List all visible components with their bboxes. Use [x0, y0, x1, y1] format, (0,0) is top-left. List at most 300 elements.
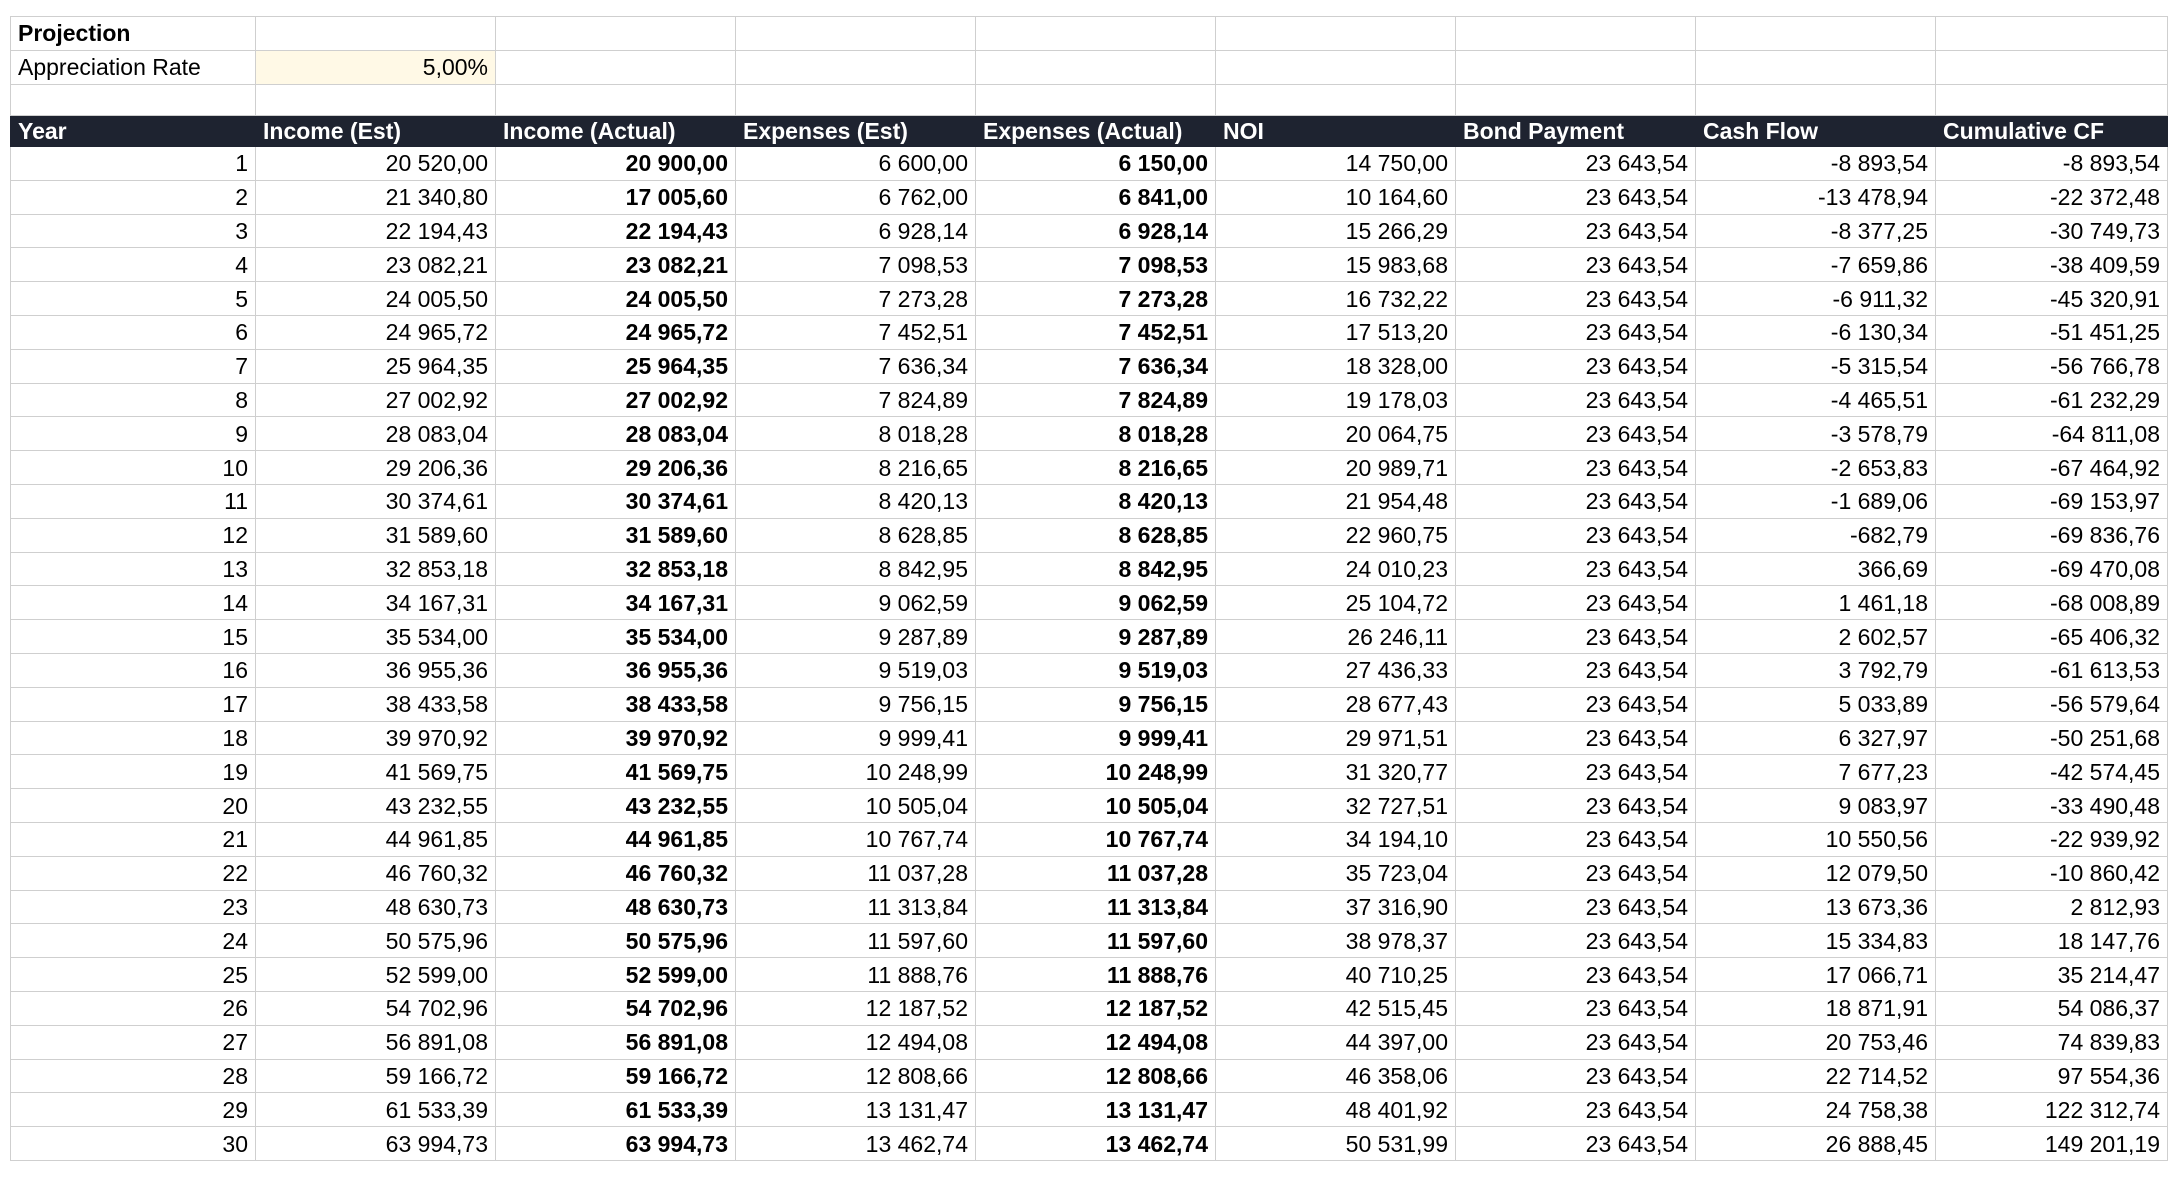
cell-bond-payment[interactable]: 23 643,54: [1456, 451, 1696, 485]
cell[interactable]: [1456, 17, 1696, 51]
cell-expenses-est[interactable]: 11 888,76: [736, 958, 976, 992]
cell-noi[interactable]: 31 320,77: [1216, 755, 1456, 789]
cell-cumulative-cf[interactable]: -22 372,48: [1936, 180, 2168, 214]
cell-bond-payment[interactable]: 23 643,54: [1456, 1093, 1696, 1127]
cell-expenses-est[interactable]: 11 313,84: [736, 890, 976, 924]
cell-year[interactable]: 7: [11, 349, 256, 383]
cell-income-est[interactable]: 41 569,75: [256, 755, 496, 789]
cell-cash-flow[interactable]: 17 066,71: [1696, 958, 1936, 992]
cell-income-est[interactable]: 56 891,08: [256, 1025, 496, 1059]
cell-income-est[interactable]: 20 520,00: [256, 147, 496, 181]
cell[interactable]: [1936, 17, 2168, 51]
cell-cumulative-cf[interactable]: -33 490,48: [1936, 789, 2168, 823]
cell-income-est[interactable]: 21 340,80: [256, 180, 496, 214]
cell-expenses-actual[interactable]: 6 150,00: [976, 147, 1216, 181]
cell-expenses-est[interactable]: 9 287,89: [736, 620, 976, 654]
cell-expenses-actual[interactable]: 7 273,28: [976, 282, 1216, 316]
cell-cash-flow[interactable]: 3 792,79: [1696, 653, 1936, 687]
cell-expenses-actual[interactable]: 8 420,13: [976, 484, 1216, 518]
cell-expenses-est[interactable]: 7 452,51: [736, 315, 976, 349]
cell-expenses-est[interactable]: 12 808,66: [736, 1059, 976, 1093]
cell-expenses-est[interactable]: 8 018,28: [736, 417, 976, 451]
cell[interactable]: [496, 85, 736, 116]
cell-year[interactable]: 19: [11, 755, 256, 789]
cell-bond-payment[interactable]: 23 643,54: [1456, 1127, 1696, 1161]
cell-expenses-actual[interactable]: 11 597,60: [976, 924, 1216, 958]
cell-bond-payment[interactable]: 23 643,54: [1456, 315, 1696, 349]
cell-expenses-est[interactable]: 10 505,04: [736, 789, 976, 823]
cell-noi[interactable]: 21 954,48: [1216, 484, 1456, 518]
appreciation-rate-value[interactable]: 5,00%: [256, 51, 496, 85]
cell-expenses-est[interactable]: 7 636,34: [736, 349, 976, 383]
cell-cumulative-cf[interactable]: 149 201,19: [1936, 1127, 2168, 1161]
cell-bond-payment[interactable]: 23 643,54: [1456, 1025, 1696, 1059]
cell-expenses-actual[interactable]: 10 248,99: [976, 755, 1216, 789]
cell-bond-payment[interactable]: 23 643,54: [1456, 417, 1696, 451]
cell-cumulative-cf[interactable]: -38 409,59: [1936, 248, 2168, 282]
cell-noi[interactable]: 15 983,68: [1216, 248, 1456, 282]
cell-income-actual[interactable]: 22 194,43: [496, 214, 736, 248]
cell-income-est[interactable]: 39 970,92: [256, 721, 496, 755]
cell-cumulative-cf[interactable]: -10 860,42: [1936, 856, 2168, 890]
cell-year[interactable]: 23: [11, 890, 256, 924]
cell[interactable]: [1456, 85, 1696, 116]
cell-expenses-actual[interactable]: 8 216,65: [976, 451, 1216, 485]
cell-income-actual[interactable]: 61 533,39: [496, 1093, 736, 1127]
cell-income-actual[interactable]: 52 599,00: [496, 958, 736, 992]
cell-expenses-est[interactable]: 10 767,74: [736, 822, 976, 856]
cell-year[interactable]: 8: [11, 383, 256, 417]
cell-income-actual[interactable]: 63 994,73: [496, 1127, 736, 1161]
cell-year[interactable]: 30: [11, 1127, 256, 1161]
header-year[interactable]: Year: [11, 116, 256, 147]
cell-expenses-est[interactable]: 8 420,13: [736, 484, 976, 518]
cell-year[interactable]: 29: [11, 1093, 256, 1127]
cell-income-est[interactable]: 35 534,00: [256, 620, 496, 654]
cell[interactable]: [736, 51, 976, 85]
cell-expenses-actual[interactable]: 10 767,74: [976, 822, 1216, 856]
cell-bond-payment[interactable]: 23 643,54: [1456, 586, 1696, 620]
cell-income-est[interactable]: 22 194,43: [256, 214, 496, 248]
cell-cash-flow[interactable]: 7 677,23: [1696, 755, 1936, 789]
cell-expenses-est[interactable]: 12 494,08: [736, 1025, 976, 1059]
cell-expenses-actual[interactable]: 8 628,85: [976, 518, 1216, 552]
cell-year[interactable]: 4: [11, 248, 256, 282]
cell-income-actual[interactable]: 27 002,92: [496, 383, 736, 417]
cell-cumulative-cf[interactable]: -56 579,64: [1936, 687, 2168, 721]
cell-expenses-est[interactable]: 11 037,28: [736, 856, 976, 890]
cell[interactable]: [976, 51, 1216, 85]
cell-noi[interactable]: 16 732,22: [1216, 282, 1456, 316]
cell-cumulative-cf[interactable]: 2 812,93: [1936, 890, 2168, 924]
cell-cumulative-cf[interactable]: 54 086,37: [1936, 991, 2168, 1025]
cell-expenses-est[interactable]: 9 756,15: [736, 687, 976, 721]
cell-expenses-est[interactable]: 9 062,59: [736, 586, 976, 620]
cell-bond-payment[interactable]: 23 643,54: [1456, 721, 1696, 755]
cell-income-actual[interactable]: 48 630,73: [496, 890, 736, 924]
cell-cumulative-cf[interactable]: -69 153,97: [1936, 484, 2168, 518]
cell[interactable]: [256, 17, 496, 51]
cell-cumulative-cf[interactable]: -22 939,92: [1936, 822, 2168, 856]
cell-income-est[interactable]: 38 433,58: [256, 687, 496, 721]
cell-noi[interactable]: 35 723,04: [1216, 856, 1456, 890]
cell-expenses-actual[interactable]: 6 928,14: [976, 214, 1216, 248]
cell-income-est[interactable]: 30 374,61: [256, 484, 496, 518]
cell-noi[interactable]: 14 750,00: [1216, 147, 1456, 181]
cell-income-actual[interactable]: 59 166,72: [496, 1059, 736, 1093]
header-bond-payment[interactable]: Bond Payment: [1456, 116, 1696, 147]
cell-cash-flow[interactable]: -6 911,32: [1696, 282, 1936, 316]
cell-income-est[interactable]: 31 589,60: [256, 518, 496, 552]
cell-income-actual[interactable]: 24 005,50: [496, 282, 736, 316]
cell-year[interactable]: 26: [11, 991, 256, 1025]
cell-cash-flow[interactable]: 1 461,18: [1696, 586, 1936, 620]
cell-income-actual[interactable]: 32 853,18: [496, 552, 736, 586]
cell-cumulative-cf[interactable]: -69 470,08: [1936, 552, 2168, 586]
header-expenses-est[interactable]: Expenses (Est): [736, 116, 976, 147]
cell-cash-flow[interactable]: -5 315,54: [1696, 349, 1936, 383]
cell-noi[interactable]: 29 971,51: [1216, 721, 1456, 755]
cell-expenses-est[interactable]: 7 824,89: [736, 383, 976, 417]
header-cash-flow[interactable]: Cash Flow: [1696, 116, 1936, 147]
cell-income-est[interactable]: 43 232,55: [256, 789, 496, 823]
cell-cumulative-cf[interactable]: -61 613,53: [1936, 653, 2168, 687]
cell-income-est[interactable]: 36 955,36: [256, 653, 496, 687]
cell-year[interactable]: 12: [11, 518, 256, 552]
cell-noi[interactable]: 10 164,60: [1216, 180, 1456, 214]
cell-noi[interactable]: 38 978,37: [1216, 924, 1456, 958]
cell[interactable]: [496, 17, 736, 51]
cell-cumulative-cf[interactable]: -30 749,73: [1936, 214, 2168, 248]
cell-income-est[interactable]: 52 599,00: [256, 958, 496, 992]
cell-income-est[interactable]: 44 961,85: [256, 822, 496, 856]
cell-cash-flow[interactable]: 20 753,46: [1696, 1025, 1936, 1059]
cell-income-actual[interactable]: 35 534,00: [496, 620, 736, 654]
cell-expenses-actual[interactable]: 7 824,89: [976, 383, 1216, 417]
cell-noi[interactable]: 15 266,29: [1216, 214, 1456, 248]
cell-expenses-actual[interactable]: 6 841,00: [976, 180, 1216, 214]
cell-bond-payment[interactable]: 23 643,54: [1456, 620, 1696, 654]
cell[interactable]: [1696, 85, 1936, 116]
cell-bond-payment[interactable]: 23 643,54: [1456, 890, 1696, 924]
cell-income-actual[interactable]: 24 965,72: [496, 315, 736, 349]
cell-noi[interactable]: 22 960,75: [1216, 518, 1456, 552]
cell-year[interactable]: 15: [11, 620, 256, 654]
cell-cumulative-cf[interactable]: -65 406,32: [1936, 620, 2168, 654]
cell-income-est[interactable]: 28 083,04: [256, 417, 496, 451]
cell[interactable]: [1936, 85, 2168, 116]
cell-bond-payment[interactable]: 23 643,54: [1456, 147, 1696, 181]
cell-expenses-actual[interactable]: 8 018,28: [976, 417, 1216, 451]
cell-cash-flow[interactable]: 12 079,50: [1696, 856, 1936, 890]
cell-noi[interactable]: 26 246,11: [1216, 620, 1456, 654]
cell-cumulative-cf[interactable]: -45 320,91: [1936, 282, 2168, 316]
cell-year[interactable]: 18: [11, 721, 256, 755]
cell-expenses-actual[interactable]: 9 756,15: [976, 687, 1216, 721]
cell-bond-payment[interactable]: 23 643,54: [1456, 484, 1696, 518]
cell[interactable]: [1936, 51, 2168, 85]
cell-income-actual[interactable]: 30 374,61: [496, 484, 736, 518]
cell-cash-flow[interactable]: 366,69: [1696, 552, 1936, 586]
cell-noi[interactable]: 34 194,10: [1216, 822, 1456, 856]
cell-year[interactable]: 11: [11, 484, 256, 518]
cell-bond-payment[interactable]: 23 643,54: [1456, 518, 1696, 552]
cell-noi[interactable]: 44 397,00: [1216, 1025, 1456, 1059]
cell-cumulative-cf[interactable]: -64 811,08: [1936, 417, 2168, 451]
cell-cash-flow[interactable]: -3 578,79: [1696, 417, 1936, 451]
cell-expenses-actual[interactable]: 8 842,95: [976, 552, 1216, 586]
cell-income-est[interactable]: 48 630,73: [256, 890, 496, 924]
cell-expenses-actual[interactable]: 11 037,28: [976, 856, 1216, 890]
cell-cash-flow[interactable]: -8 377,25: [1696, 214, 1936, 248]
cell-year[interactable]: 28: [11, 1059, 256, 1093]
cell-noi[interactable]: 40 710,25: [1216, 958, 1456, 992]
cell-year[interactable]: 24: [11, 924, 256, 958]
cell-cash-flow[interactable]: 2 602,57: [1696, 620, 1936, 654]
sheet-title[interactable]: Projection: [11, 17, 256, 51]
cell-year[interactable]: 17: [11, 687, 256, 721]
cell-cash-flow[interactable]: -13 478,94: [1696, 180, 1936, 214]
cell-noi[interactable]: 46 358,06: [1216, 1059, 1456, 1093]
cell-bond-payment[interactable]: 23 643,54: [1456, 789, 1696, 823]
header-income-actual[interactable]: Income (Actual): [496, 116, 736, 147]
cell[interactable]: [11, 85, 256, 116]
cell-year[interactable]: 1: [11, 147, 256, 181]
cell[interactable]: [1456, 51, 1696, 85]
cell-bond-payment[interactable]: 23 643,54: [1456, 552, 1696, 586]
cell-cash-flow[interactable]: 6 327,97: [1696, 721, 1936, 755]
cell[interactable]: [1216, 17, 1456, 51]
cell-noi[interactable]: 25 104,72: [1216, 586, 1456, 620]
cell[interactable]: [736, 17, 976, 51]
cell[interactable]: [496, 51, 736, 85]
cell-year[interactable]: 25: [11, 958, 256, 992]
cell[interactable]: [1696, 17, 1936, 51]
cell-income-est[interactable]: 27 002,92: [256, 383, 496, 417]
cell-noi[interactable]: 50 531,99: [1216, 1127, 1456, 1161]
cell-year[interactable]: 22: [11, 856, 256, 890]
cell-noi[interactable]: 18 328,00: [1216, 349, 1456, 383]
cell[interactable]: [256, 85, 496, 116]
cell-expenses-est[interactable]: 9 519,03: [736, 653, 976, 687]
cell-cumulative-cf[interactable]: -68 008,89: [1936, 586, 2168, 620]
cell-income-est[interactable]: 63 994,73: [256, 1127, 496, 1161]
cell[interactable]: [1216, 51, 1456, 85]
cell-expenses-actual[interactable]: 13 131,47: [976, 1093, 1216, 1127]
cell-bond-payment[interactable]: 23 643,54: [1456, 991, 1696, 1025]
cell-bond-payment[interactable]: 23 643,54: [1456, 180, 1696, 214]
cell-cash-flow[interactable]: 18 871,91: [1696, 991, 1936, 1025]
cell-bond-payment[interactable]: 23 643,54: [1456, 282, 1696, 316]
cell-noi[interactable]: 42 515,45: [1216, 991, 1456, 1025]
header-expenses-actual[interactable]: Expenses (Actual): [976, 116, 1216, 147]
cell-bond-payment[interactable]: 23 643,54: [1456, 822, 1696, 856]
cell-year[interactable]: 3: [11, 214, 256, 248]
cell-income-actual[interactable]: 17 005,60: [496, 180, 736, 214]
cell-expenses-actual[interactable]: 7 098,53: [976, 248, 1216, 282]
cell-income-est[interactable]: 32 853,18: [256, 552, 496, 586]
cell-year[interactable]: 2: [11, 180, 256, 214]
cell-income-actual[interactable]: 43 232,55: [496, 789, 736, 823]
cell-income-est[interactable]: 46 760,32: [256, 856, 496, 890]
cell-income-actual[interactable]: 31 589,60: [496, 518, 736, 552]
header-noi[interactable]: NOI: [1216, 116, 1456, 147]
cell-income-est[interactable]: 29 206,36: [256, 451, 496, 485]
cell-expenses-est[interactable]: 10 248,99: [736, 755, 976, 789]
cell-income-actual[interactable]: 41 569,75: [496, 755, 736, 789]
cell-cash-flow[interactable]: 9 083,97: [1696, 789, 1936, 823]
cell-income-est[interactable]: 54 702,96: [256, 991, 496, 1025]
cell-noi[interactable]: 48 401,92: [1216, 1093, 1456, 1127]
cell-income-actual[interactable]: 46 760,32: [496, 856, 736, 890]
cell-cash-flow[interactable]: 24 758,38: [1696, 1093, 1936, 1127]
cell-cash-flow[interactable]: -6 130,34: [1696, 315, 1936, 349]
cell[interactable]: [736, 85, 976, 116]
cell-cumulative-cf[interactable]: 18 147,76: [1936, 924, 2168, 958]
cell-bond-payment[interactable]: 23 643,54: [1456, 248, 1696, 282]
cell-cash-flow[interactable]: 10 550,56: [1696, 822, 1936, 856]
cell-bond-payment[interactable]: 23 643,54: [1456, 856, 1696, 890]
cell-expenses-actual[interactable]: 10 505,04: [976, 789, 1216, 823]
cell-cash-flow[interactable]: 13 673,36: [1696, 890, 1936, 924]
cell-year[interactable]: 13: [11, 552, 256, 586]
cell-income-est[interactable]: 59 166,72: [256, 1059, 496, 1093]
cell-income-est[interactable]: 24 005,50: [256, 282, 496, 316]
cell-income-actual[interactable]: 25 964,35: [496, 349, 736, 383]
cell-year[interactable]: 27: [11, 1025, 256, 1059]
cell-bond-payment[interactable]: 23 643,54: [1456, 687, 1696, 721]
header-cumulative-cf[interactable]: Cumulative CF: [1936, 116, 2168, 147]
cell-expenses-actual[interactable]: 9 287,89: [976, 620, 1216, 654]
cell-expenses-est[interactable]: 6 928,14: [736, 214, 976, 248]
cell-cumulative-cf[interactable]: -51 451,25: [1936, 315, 2168, 349]
cell-cumulative-cf[interactable]: -56 766,78: [1936, 349, 2168, 383]
cell-cash-flow[interactable]: -682,79: [1696, 518, 1936, 552]
cell-cumulative-cf[interactable]: 97 554,36: [1936, 1059, 2168, 1093]
cell-noi[interactable]: 20 989,71: [1216, 451, 1456, 485]
cell-cumulative-cf[interactable]: -61 232,29: [1936, 383, 2168, 417]
cell-year[interactable]: 5: [11, 282, 256, 316]
cell-cash-flow[interactable]: -7 659,86: [1696, 248, 1936, 282]
cell-income-est[interactable]: 24 965,72: [256, 315, 496, 349]
cell-income-actual[interactable]: 36 955,36: [496, 653, 736, 687]
cell-noi[interactable]: 32 727,51: [1216, 789, 1456, 823]
cell-expenses-est[interactable]: 8 216,65: [736, 451, 976, 485]
cell-expenses-actual[interactable]: 12 187,52: [976, 991, 1216, 1025]
cell-cash-flow[interactable]: -2 653,83: [1696, 451, 1936, 485]
cell-year[interactable]: 16: [11, 653, 256, 687]
cell-expenses-est[interactable]: 13 131,47: [736, 1093, 976, 1127]
cell-expenses-est[interactable]: 6 600,00: [736, 147, 976, 181]
cell-income-actual[interactable]: 56 891,08: [496, 1025, 736, 1059]
cell[interactable]: [1216, 85, 1456, 116]
cell-noi[interactable]: 19 178,03: [1216, 383, 1456, 417]
cell-expenses-est[interactable]: 11 597,60: [736, 924, 976, 958]
cell-year[interactable]: 21: [11, 822, 256, 856]
header-income-est[interactable]: Income (Est): [256, 116, 496, 147]
cell-noi[interactable]: 37 316,90: [1216, 890, 1456, 924]
cell-year[interactable]: 20: [11, 789, 256, 823]
cell-cash-flow[interactable]: 26 888,45: [1696, 1127, 1936, 1161]
cell-income-actual[interactable]: 29 206,36: [496, 451, 736, 485]
cell-expenses-est[interactable]: 8 842,95: [736, 552, 976, 586]
cell-income-est[interactable]: 50 575,96: [256, 924, 496, 958]
cell-income-actual[interactable]: 28 083,04: [496, 417, 736, 451]
cell-cumulative-cf[interactable]: -67 464,92: [1936, 451, 2168, 485]
cell-year[interactable]: 10: [11, 451, 256, 485]
cell-income-est[interactable]: 34 167,31: [256, 586, 496, 620]
cell-expenses-actual[interactable]: 12 494,08: [976, 1025, 1216, 1059]
cell-cumulative-cf[interactable]: -50 251,68: [1936, 721, 2168, 755]
cell-income-actual[interactable]: 54 702,96: [496, 991, 736, 1025]
cell[interactable]: [976, 85, 1216, 116]
cell-expenses-est[interactable]: 8 628,85: [736, 518, 976, 552]
cell-income-actual[interactable]: 38 433,58: [496, 687, 736, 721]
cell-bond-payment[interactable]: 23 643,54: [1456, 958, 1696, 992]
cell-noi[interactable]: 17 513,20: [1216, 315, 1456, 349]
cell-year[interactable]: 9: [11, 417, 256, 451]
cell-expenses-actual[interactable]: 13 462,74: [976, 1127, 1216, 1161]
cell-expenses-est[interactable]: 13 462,74: [736, 1127, 976, 1161]
cell-bond-payment[interactable]: 23 643,54: [1456, 924, 1696, 958]
cell-income-actual[interactable]: 50 575,96: [496, 924, 736, 958]
cell-bond-payment[interactable]: 23 643,54: [1456, 1059, 1696, 1093]
cell-expenses-actual[interactable]: 9 999,41: [976, 721, 1216, 755]
cell-expenses-est[interactable]: 7 273,28: [736, 282, 976, 316]
cell-cash-flow[interactable]: 22 714,52: [1696, 1059, 1936, 1093]
cell-expenses-actual[interactable]: 11 888,76: [976, 958, 1216, 992]
cell-noi[interactable]: 27 436,33: [1216, 653, 1456, 687]
cell-income-actual[interactable]: 39 970,92: [496, 721, 736, 755]
cell-noi[interactable]: 20 064,75: [1216, 417, 1456, 451]
cell-year[interactable]: 6: [11, 315, 256, 349]
cell-noi[interactable]: 28 677,43: [1216, 687, 1456, 721]
cell-cash-flow[interactable]: 15 334,83: [1696, 924, 1936, 958]
cell-cash-flow[interactable]: -1 689,06: [1696, 484, 1936, 518]
cell-bond-payment[interactable]: 23 643,54: [1456, 755, 1696, 789]
cell-cumulative-cf[interactable]: 35 214,47: [1936, 958, 2168, 992]
cell-income-actual[interactable]: 44 961,85: [496, 822, 736, 856]
cell-expenses-est[interactable]: 12 187,52: [736, 991, 976, 1025]
cell-cumulative-cf[interactable]: -69 836,76: [1936, 518, 2168, 552]
cell-noi[interactable]: 24 010,23: [1216, 552, 1456, 586]
cell-expenses-est[interactable]: 6 762,00: [736, 180, 976, 214]
cell-cumulative-cf[interactable]: 74 839,83: [1936, 1025, 2168, 1059]
cell-income-est[interactable]: 23 082,21: [256, 248, 496, 282]
cell-expenses-actual[interactable]: 7 636,34: [976, 349, 1216, 383]
cell-income-est[interactable]: 61 533,39: [256, 1093, 496, 1127]
cell-cumulative-cf[interactable]: -8 893,54: [1936, 147, 2168, 181]
cell-expenses-actual[interactable]: 9 519,03: [976, 653, 1216, 687]
cell[interactable]: [1696, 51, 1936, 85]
cell-expenses-actual[interactable]: 7 452,51: [976, 315, 1216, 349]
cell-bond-payment[interactable]: 23 643,54: [1456, 214, 1696, 248]
cell-income-est[interactable]: 25 964,35: [256, 349, 496, 383]
cell-cash-flow[interactable]: -8 893,54: [1696, 147, 1936, 181]
cell-bond-payment[interactable]: 23 643,54: [1456, 653, 1696, 687]
cell-cumulative-cf[interactable]: -42 574,45: [1936, 755, 2168, 789]
cell-cash-flow[interactable]: -4 465,51: [1696, 383, 1936, 417]
cell-income-actual[interactable]: 20 900,00: [496, 147, 736, 181]
cell-expenses-est[interactable]: 7 098,53: [736, 248, 976, 282]
cell-income-actual[interactable]: 23 082,21: [496, 248, 736, 282]
cell-expenses-actual[interactable]: 12 808,66: [976, 1059, 1216, 1093]
cell-cumulative-cf[interactable]: 122 312,74: [1936, 1093, 2168, 1127]
cell-year[interactable]: 14: [11, 586, 256, 620]
cell-expenses-actual[interactable]: 11 313,84: [976, 890, 1216, 924]
cell-bond-payment[interactable]: 23 643,54: [1456, 383, 1696, 417]
cell-cash-flow[interactable]: 5 033,89: [1696, 687, 1936, 721]
